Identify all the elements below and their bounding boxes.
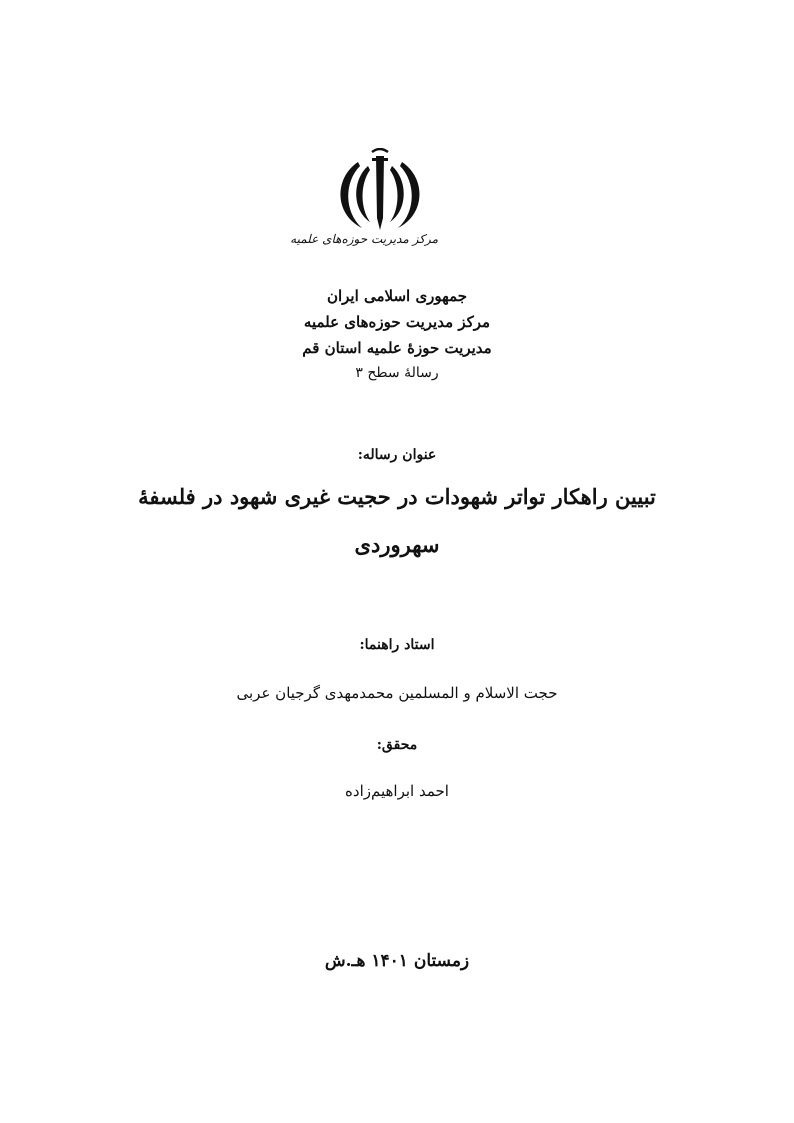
supervisor-name: حجت الاسلام و المسلمین محمدمهدی گرجیان عربی (236, 684, 558, 702)
emblem-caption: مرکز مدیریت حوزه‌های علمیه (290, 232, 438, 246)
thesis-title-line-1: تبیین راهکار تواتر شهودات در حجیت غیری شهود در فلسفۀ (138, 484, 656, 509)
header-organization: مرکز مدیریت حوزه‌های علمیه (303, 313, 491, 331)
thesis-title-label: عنوان رساله: (357, 447, 437, 463)
date-text: زمستان ۱۴۰۱ هـ.ش (324, 951, 470, 971)
header-thesis-level: رسالۀ سطح ۳ (355, 365, 439, 381)
header-country: جمهوری اسلامی ایران (326, 287, 468, 305)
supervisor-label: استاد راهنما: (359, 637, 435, 653)
researcher-name: احمد ابراهیم‌زاده (345, 782, 449, 800)
header-department: مدیریت حوزۀ علمیه استان قم (302, 339, 492, 357)
researcher-label: محقق: (376, 737, 418, 753)
thesis-title-line-2: سهروردی (354, 532, 440, 557)
